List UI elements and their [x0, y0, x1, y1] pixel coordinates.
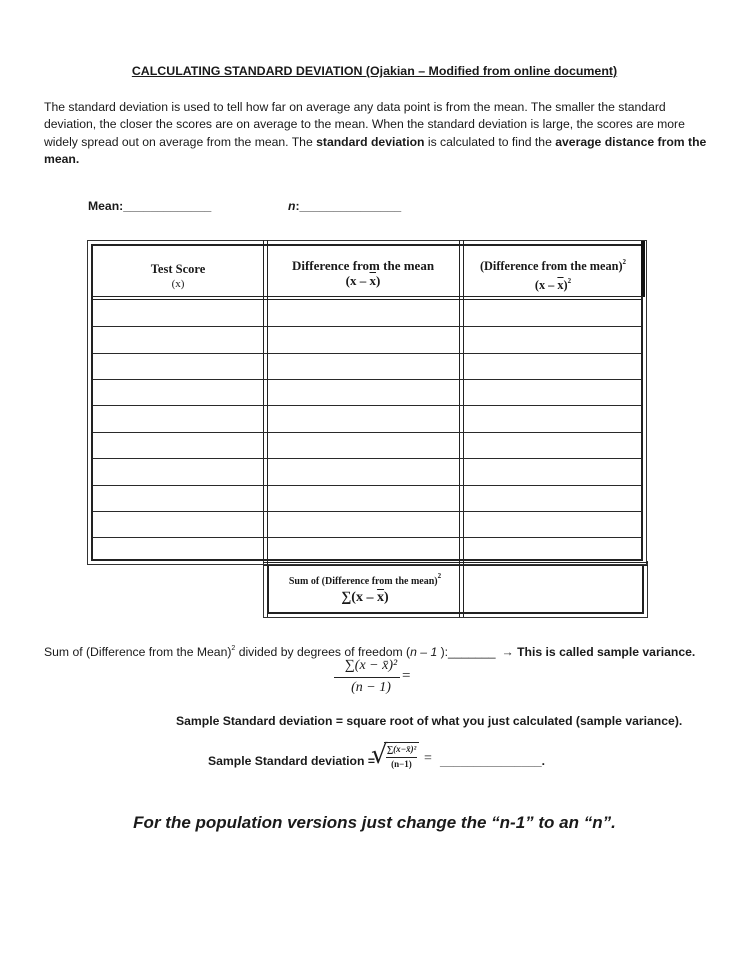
- intro-bold-avg: average distance from the mean.: [44, 134, 707, 166]
- sd-numerator: ∑(x−x̄)²: [386, 744, 417, 754]
- fraction-bar: [334, 677, 400, 678]
- difference-column-cells[interactable]: [267, 300, 457, 559]
- variance-instruction: [44, 645, 695, 659]
- intro-paragraph: [44, 99, 708, 168]
- variance-text: divided by degrees of freedom (: [235, 645, 411, 659]
- superscript: 2: [231, 645, 236, 652]
- mean-field[interactable]: [88, 199, 211, 213]
- header-difference-formula: [268, 273, 458, 288]
- variance-numerator: ∑(x − x̄)²: [344, 658, 398, 673]
- superscript: 2: [437, 572, 442, 580]
- n-field[interactable]: [288, 199, 401, 213]
- header-difference-squared-title: [464, 255, 642, 274]
- x-bar: $\overline{x}$: [376, 590, 384, 605]
- n-colon: :: [295, 199, 300, 213]
- mean-label: Mean:: [88, 199, 124, 213]
- superscript: 2: [622, 258, 627, 266]
- variance-blank[interactable]: ):_______: [440, 645, 496, 659]
- intro-text-2: is calculated to find the: [424, 134, 556, 149]
- equals-sign: =: [402, 668, 411, 684]
- header-difference-squared: [464, 255, 642, 293]
- test-score-column-cells[interactable]: [93, 300, 261, 559]
- intro-text-1: The standard deviation is used to tell how far on average any data point is from the mean. The smaller the standard deviation, the closer the scores are on average to the mean. When the standard deviation is large, the scores are more widely spread out on average from the mean. The: [44, 100, 685, 149]
- mean-blank[interactable]: _____________: [123, 199, 212, 213]
- x-bar: $\overline{x}$: [369, 273, 376, 288]
- difference-squared-column-cells[interactable]: [463, 300, 641, 559]
- n-label: n: [288, 199, 296, 213]
- formula-part: (x –: [534, 278, 558, 292]
- header-difference-squared-formula: [464, 274, 642, 293]
- sample-sd-explanation: Sample Standard deviation = square root of what you just calculated (sample variance).: [176, 714, 683, 728]
- fraction-bar: [386, 757, 417, 758]
- formula-part: ): [563, 278, 568, 292]
- population-note: For the population versions just change the “n-1” to an “n”.: [133, 813, 616, 832]
- intro-bold-sd: standard deviation: [316, 134, 425, 149]
- formula-part: ∑(x –: [341, 590, 377, 605]
- page-title: CALCULATING STANDARD DEVIATION (Ojakian – Modified from online document): [131, 64, 618, 78]
- equals-sign: =: [424, 751, 432, 766]
- sd-denominator: (n−1): [391, 759, 412, 769]
- formula-part: (x –: [345, 273, 370, 288]
- sum-row-label: [270, 572, 460, 587]
- header-test-score-title: Test Score: [150, 262, 206, 276]
- arrow-right-icon: →: [501, 645, 514, 659]
- header-difference: [268, 258, 458, 288]
- square-root-icon: √: [371, 740, 388, 770]
- header-test-score-sub: (x): [171, 278, 185, 290]
- variance-note: This is called sample variance.: [517, 645, 696, 659]
- table-body: [93, 300, 641, 559]
- n-minus-one: n – 1: [410, 645, 441, 659]
- formula-part: ): [383, 590, 389, 605]
- formula-part: ): [376, 273, 381, 288]
- arrow-note: [502, 645, 696, 659]
- sum-label-text: Sum of (Difference from the mean): [288, 576, 438, 587]
- superscript: 2: [567, 277, 572, 285]
- title-text: (Difference from the mean): [479, 259, 623, 273]
- square-root-bar: [384, 742, 419, 743]
- x-bar: $\overline{x}$: [557, 278, 564, 292]
- sum-row-separator: [263, 562, 648, 566]
- sum-row-formula: [270, 590, 460, 606]
- n-blank[interactable]: _______________: [299, 199, 402, 213]
- header-difference-title: Difference from the mean: [291, 258, 435, 273]
- header-test-score: [95, 262, 261, 292]
- sample-sd-answer-blank[interactable]: _______________.: [440, 754, 546, 768]
- variance-text: Sum of (Difference from the Mean): [44, 645, 232, 659]
- variance-denominator: (n − 1): [351, 680, 391, 695]
- sum-of-squares-cell[interactable]: [467, 567, 641, 612]
- sample-sd-label: Sample Standard deviation =: [208, 754, 375, 768]
